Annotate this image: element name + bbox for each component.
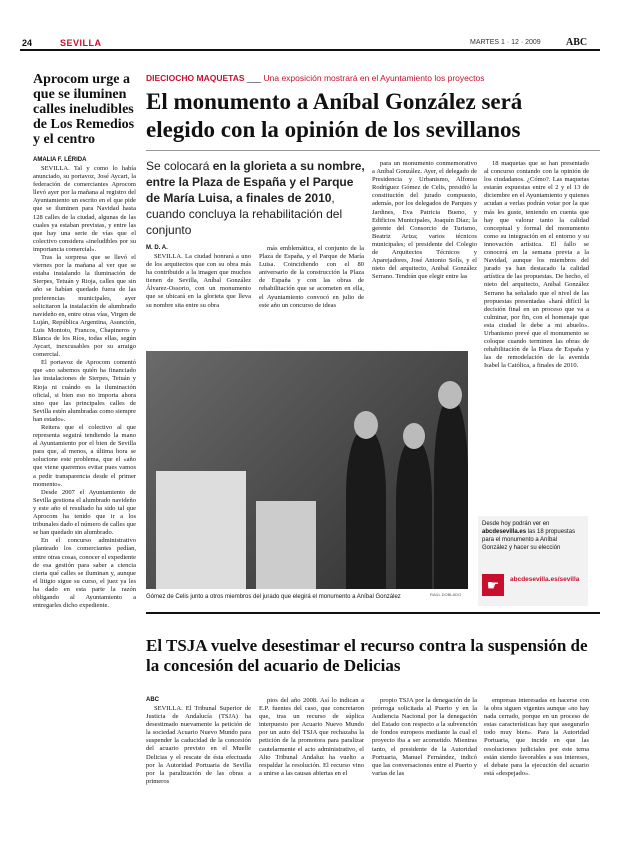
sidebar-headline: Aprocom urge a que se iluminen calles ineludibles de Los Remedios y el centro <box>33 72 135 147</box>
web-promo-box[interactable] <box>478 516 588 606</box>
sidebar-story <box>33 72 136 610</box>
person-silhouette-icon <box>396 441 432 589</box>
article-paragraph: para un monumento conmemorativo a Aníbal González. Ayer, el delegado de Presidencia y Urbanismo, Alfonso Rodríguez Gómez de Celis, presidió la constitución del jurado compuesto, además, por los delegados de Parques y Jardines, Eva Patricia Bueno, y Edificios Municipales, Joaquín Díaz; la gerente del Consorcio de Turismo, Beatriz Ariza; varios técnicos municipales; el presidente del Colegio de Arquitectos Técnicos y Aparejadores, José Antonio Solís, y el nieto del arquitecto, Aníbal González Serrano. Tendrán que elegir entre las <box>372 160 477 281</box>
article-headline: El monumento a Aníbal González será elegido con la opinión de los sevillanos <box>146 89 523 142</box>
sidebar-paragraph: Desde 2007 el Ayuntamiento de Sevilla gestiona el alumbrado navideño y este año el resultado ha sido tal que Aprocom ha tenido que ir a los tribunales dado el número de calles que se han quedado sin alumbrado. <box>33 488 136 537</box>
pointer-hand-icon: ☛ <box>482 574 504 596</box>
kicker-label: DIECIOCHO MAQUETAS <box>146 73 245 83</box>
article-column-4 <box>484 160 589 370</box>
article2-column-3 <box>372 697 477 778</box>
article-column-1 <box>146 245 251 310</box>
article-byline: M. D. A. <box>146 245 168 251</box>
story-divider <box>146 612 600 614</box>
subhead-bold: en la glorieta a su nombre, entre la Plaza de España y el Parque de María Luisa, a finales de 2010 <box>146 159 365 205</box>
section-name: SEVILLA <box>60 38 102 48</box>
jury-photo <box>146 351 468 589</box>
person-head-icon <box>438 381 462 409</box>
article-paragraph: 18 maquetas que se han presentado al concurso contando con la opinión de los ciudadanos. ¿Cómo?. Las maquetas estarán expuestas entre el 2 y el 13 de diciembre en el Ayuntamiento y quienes acudan a verlas podrán votar por la que más les guste, teniendo en cuenta que hay que valorar tanto la calidad conceptual y formal del monumento como su integración en el entorno y su innovación artística. El fallo se conocerá en la semana previa a la Navidad, aunque los miembros del jurado ya han destacado la calidad artística de las propuestas. De hecho, el nieto del arquitecto, Aníbal González Serrano ha señalado que el nivel de las propuestas presentadas «hará difícil la decisión final en un proceso que va a culminar, por fin, con el homenaje que esta ciudad le debe a mi abuelo». Urbanismo prevé que el monumento se coloque cuando terminen las obras de rehabilitación de la Plaza de España y las de remodelación de la avenida Isabel la Católica, a finales de 2010. <box>484 160 589 370</box>
sidebar-paragraph: SEVILLA. Tal y como lo había anunciado, su portavoz, José Aycart, la federación de comerciantes Aprocom llevó ayer por la mañana al registro del Ayuntamiento un escrito en el que pide que se iluminen para Navidad hasta 128 calles de la ciudad, algunas de las cuales ya estaban previstas, y entre las que hay una serie de vías que el colectivo considera «ineludibles por su importancia comercial». <box>33 165 136 253</box>
article-paragraph: más emblemática, el conjunto de la Plaza de España, y el Parque de María Luisa. Coincidiendo con el 80 aniversario de la construcción la Plaza de España y con las obras de rehabilitación que se acometen en ella, el Ayuntamiento convocó en julio de este año un concurso de ideas <box>259 245 364 309</box>
photo-caption: Gómez de Celis junto a otros miembros del jurado que elegirá el monumento a Aníbal González <box>146 594 401 600</box>
promo-link[interactable]: abcdesevilla.es <box>482 529 527 535</box>
subhead-pre: Se colocará <box>146 159 213 173</box>
subhead-post: , cuando concluya la rehabilitación del conjunto <box>146 191 343 237</box>
article2-column-1 <box>146 697 251 786</box>
sidebar-paragraph: En el concurso administrativo planteado los comerciantes pedían, entre otras cosas, conocer el expediente de esa gestión para saber a ciencia cierta qué calles se iluminan y, aunque el litigio sigue su curso, el juez ya les ha dado en esta parte la razón obligando al Ayuntamiento a entregarles dicho expediente. <box>33 537 136 610</box>
article2-column-2 <box>259 697 364 778</box>
article-paragraph: SEVILLA. La ciudad honrará a uno de los arquitectos que con su obra más ha contribuido a la imagen que muchos tienen de Sevilla, Aníbal González Álvarez-Ossorio, con un monumento que se ubicará en la glorieta que lleva su nombre sita entre su obra <box>146 253 251 309</box>
issue-date: MARTES 1 · 12 · 2009 <box>470 39 541 46</box>
person-head-icon <box>354 411 378 439</box>
sidebar-paragraph: Reitera que el colectivo al que representa seguirá tendiendo la mano al Ayuntamiento por el bien de Sevilla para que, al menos, a última hora se solucione este problema, que el «año que viene queremos evitar pues vamos a pedir transparencia desde el primer momento». <box>33 424 136 488</box>
article2-byline: ABC <box>146 697 159 703</box>
article-kicker <box>146 73 484 83</box>
model-box-icon <box>256 501 316 589</box>
page-number: 24 <box>22 38 33 48</box>
person-head-icon <box>403 423 425 449</box>
article-subhead <box>146 158 366 238</box>
article2-paragraph: pios del año 2008. Así lo indican a E.P. fuentes del caso, que concretaron que, tras un recurso de súplica interpuesto por Acuario Nuevo Mundo por un auto del TSJA que rechazaba la petición de la promotora para paralizar cautelarmente el acto administrativo, el Alto Tribunal Andaluz ha vuelto a respaldar la resolución. El recurso vino a unirse a las causas abiertas en el <box>259 697 364 777</box>
article-column-3 <box>372 160 477 281</box>
person-silhouette-icon <box>434 401 468 589</box>
article2-paragraph: empresas interesadas en hacerse con la obra siguen vigentes aunque «no hay nada cerrado, porque en un proceso de estas características hay que asegurarlo todo muy bien». Para la Autoridad Portuaria, que incide en que las resoluciones judiciales por este tema están siendo favorables a sus intereses, el debate para la ejecución del acuario está «despejado». <box>484 697 589 777</box>
article2-paragraph: SEVILLA. El Tribunal Superior de Justicia de Andalucía (TSJA) ha desestimado nuevamente la petición de la sociedad Acuario Nuevo Mundo para suspender la caducidad de la concesión del acuario previsto en el Muelle Delicias y el rescate de ésta efectuada por la Autoridad Portuaria de Sevilla por la paralización de las obras a primeros <box>146 705 251 785</box>
article-column-2 <box>259 245 364 310</box>
kicker-subtitle: Una exposición mostrará en el Ayuntamiento los proyectos <box>263 73 485 83</box>
photo-credit: RAÚL DOBLADO <box>430 592 462 597</box>
article2-column-4 <box>484 697 589 778</box>
headline-divider <box>146 150 600 151</box>
article2-paragraph: propio TSJA por la denegación de la prórroga solicitada al Puerto y en la Audiencia Nacional por la denegación del Estado con respecto a la subvención de fondos europeos mediante la cual el proyecto iba a ser acometido. Mientras tanto, el presidente de la Autoridad Portuaria, Manuel Fernández, indicó que las conversaciones entre el Puerto y varias de las <box>372 697 477 777</box>
sidebar-paragraph: El portavoz de Aprocom comentó que «no sabemos quién ha financiado las instalaciones de Sierpes, Tetuán y Rioja ni cuándo es la iluminación oficial, si bien eso no importa ahora sino que las principales calles de Sevilla estén alumbradas como siempre han estado». <box>33 359 136 423</box>
model-box-icon <box>156 471 246 589</box>
newspaper-logo: ABC <box>566 37 588 48</box>
promo-site-url[interactable]: abcdesevilla.es/sevilla <box>510 576 580 583</box>
sidebar-body <box>33 165 136 610</box>
kicker-separator-icon: ___ <box>246 73 262 83</box>
person-silhouette-icon <box>346 431 386 589</box>
sidebar-paragraph: Tras la sorpresa que se llevó el viernes por la mañana al ver que se estaba instalando la iluminación de Sierpes, Tetuán y Rioja, calles que sin año se habían quedado fuera de las preferencias municipales, ayer solicitaron la instalación de alumbrado navideño en, entre otras vías, Virgen de Luján, República Argentina, Asunción, Luis Montoto, Francos, Chapineros y Blanca de los Ríos, todas ellas, según Aycart, inexcusables por su arraigo comercial. <box>33 254 136 359</box>
promo-text-pre: Desde hoy podrán ver en <box>482 521 550 527</box>
promo-text-post: las 18 propuestas para el monumento a Aníbal González y hacer su elección <box>482 529 576 551</box>
article2-headline: El TSJA vuelve desestimar el recurso contra la suspensión de la concesión del acuario de Delicias <box>146 636 588 675</box>
sidebar-byline: AMALIA F. LÉRIDA <box>33 157 87 163</box>
